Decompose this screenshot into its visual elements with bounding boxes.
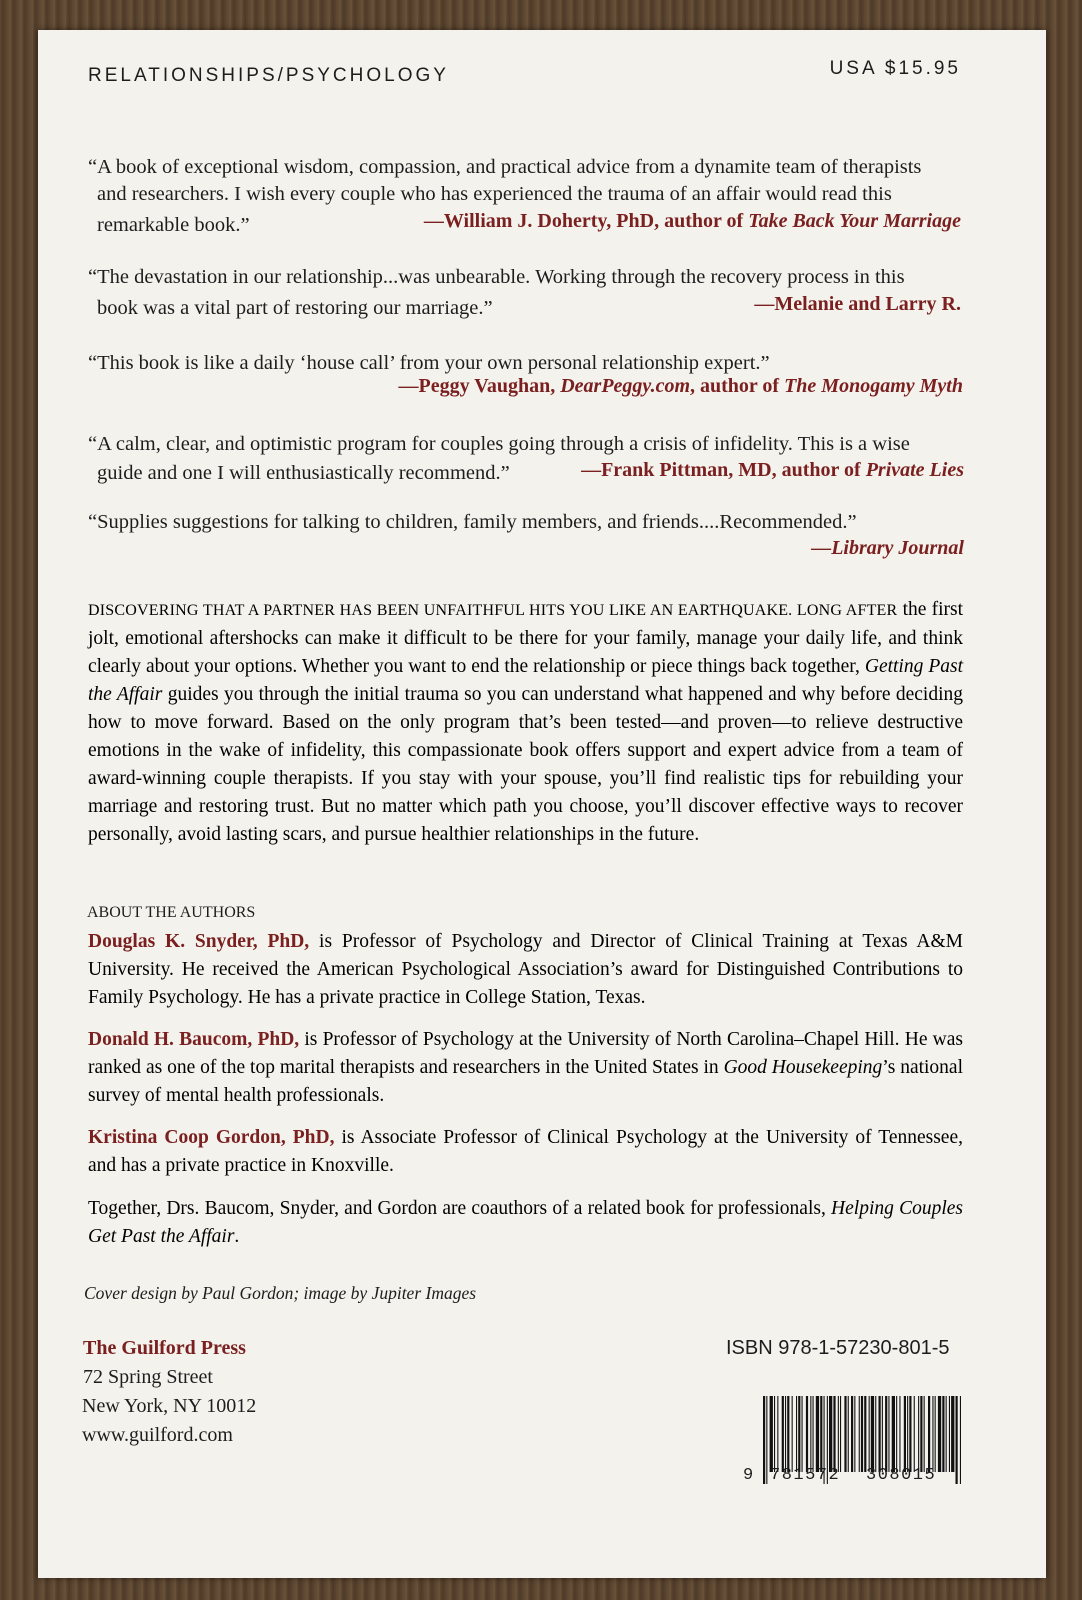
barcode-bar	[854, 1396, 855, 1472]
barcode-bar	[920, 1396, 922, 1472]
barcode-bar	[816, 1396, 819, 1472]
barcode-bar	[932, 1396, 933, 1472]
review-2-attribution: —Melanie and Larry R.	[754, 293, 961, 315]
barcode-bar	[928, 1396, 930, 1472]
review-3-line-1: “This book is like a daily ‘house call’ from your own personal relationship expert.”	[88, 352, 770, 374]
author-bio-gordon: Kristina Coop Gordon, PhD, is Associate Professor of Clinical Psychology at the University of Tennessee, and has a private practice in Knoxville.	[88, 1127, 963, 1176]
barcode-bar	[820, 1396, 822, 1472]
barcode-bar	[892, 1396, 895, 1472]
barcode-bar	[774, 1396, 775, 1472]
barcode-bar	[810, 1396, 811, 1472]
coauthors-note: Together, Drs. Baucom, Snyder, and Gordon are coauthors of a related book for professionals, Helping Couples Get Past the Affair.	[88, 1198, 963, 1247]
barcode-bar	[935, 1396, 936, 1472]
review-5-attribution: —Library Journal	[811, 537, 964, 559]
about-heading: ABOUT THE AUTHORS	[87, 904, 256, 921]
barcode-bar	[763, 1396, 765, 1484]
price-label: USA $15.95	[829, 58, 961, 79]
barcode-bar	[879, 1396, 881, 1472]
barcode-bar	[848, 1396, 849, 1472]
barcode-bar	[782, 1396, 784, 1472]
publisher-city: New York, NY 10012	[82, 1395, 257, 1417]
book-back-cover	[38, 30, 1046, 1578]
barcode-bar	[798, 1396, 800, 1472]
review-1-line-2: and researchers. I wish every couple who has experienced the trauma of an affair would read this	[97, 183, 892, 205]
barcode-bar	[942, 1396, 944, 1472]
barcode-bar	[885, 1396, 887, 1472]
barcode-bar	[956, 1396, 958, 1484]
review-2-line-1: “The devastation in our relationship...was unbearable. Working through the recovery process in this	[88, 266, 905, 288]
barcode-bar	[864, 1396, 866, 1472]
barcode-bar	[838, 1396, 839, 1472]
review-4-line-2: guide and one I will enthusiastically recommend.”	[97, 462, 510, 484]
barcode-bar	[875, 1396, 876, 1472]
barcode-bar	[829, 1396, 832, 1472]
barcode-bar	[914, 1396, 915, 1472]
review-3-attribution: —Peggy Vaughan, DearPeggy.com, author of The Monogamy Myth	[398, 375, 963, 397]
barcode-bar	[777, 1396, 778, 1472]
barcode-bar	[938, 1396, 941, 1472]
review-4-attribution: —Frank Pittman, MD, author of Private Lies	[581, 459, 964, 481]
barcode-lead-digit: 9	[743, 1466, 754, 1485]
barcode-bar	[909, 1396, 911, 1472]
barcode-bar	[785, 1396, 786, 1472]
review-2-line-2: book was a vital part of restoring our marriage.”	[97, 297, 493, 319]
cover-credits: Cover design by Paul Gordon; image by Jupiter Images	[84, 1283, 477, 1303]
barcode-bar	[792, 1396, 793, 1472]
barcode-bar	[844, 1396, 846, 1472]
barcode-right-digits: 308015	[866, 1466, 937, 1485]
barcode-left-digits: 781572	[770, 1466, 841, 1485]
barcode-bar	[949, 1396, 950, 1472]
review-1-line-1: “A book of exceptional wisdom, compassion, and practical advice from a dynamite team of therapists	[88, 156, 922, 178]
description-paragraph: DISCOVERING THAT A PARTNER HAS BEEN UNFAITHFUL HITS YOU LIKE AN EARTHQUAKE. LONG AFTER the first jolt, emotional aftershocks can make it difficult to be there for your family, manage your daily life, and think clearly about your options. Whether you want to end the relationship or piece things back together, Getting Past the Affair guides you through the initial trauma so you can understand what happened and why before deciding how to move forward. Based on the only program that’s been tested—and proven—to relieve destructive emotions in the wake of infidelity, this compassionate book offers support and expert advice from a team of award-winning couple therapists. If you stay with your spouse, you’ll find realistic tips for rebuilding your marriage and restoring trust. But no matter which path you choose, you’ll discover effective ways to recover personally, avoid lasting scars, and pursue healthier relationships in the future.	[88, 599, 964, 845]
category-label: RELATIONSHIPS/PSYCHOLOGY	[88, 65, 449, 86]
review-4-line-1: “A calm, clear, and optimistic program for couples going through a crisis of infidelity. This is a wise	[88, 433, 910, 455]
barcode-bar	[871, 1396, 874, 1472]
publisher-website[interactable]: www.guilford.com	[82, 1424, 233, 1446]
publisher-name: The Guilford Press	[83, 1337, 246, 1359]
barcode-bar	[840, 1396, 841, 1472]
author-bio-baucom: Donald H. Baucom, PhD, is Professor of Psychology at the University of North Carolina–Chapel Hill. He was ranked as one of the top marital therapists and researchers in the United States in Good Housekeeping’s national survey of mental health professionals.	[88, 1029, 964, 1106]
author-bio-snyder: Douglas K. Snyder, PhD, is Professor of Psychology and Director of Clinical Training at Texas A&M University. He received the American Psychological Association’s award for Distinguished Contributions to Family Psychology. He has a private practice in College Station, Texas.	[88, 931, 963, 1008]
barcode-bar	[924, 1396, 925, 1472]
barcode-bar	[946, 1396, 947, 1472]
barcode-bar	[896, 1396, 897, 1472]
barcode-bar	[907, 1396, 908, 1472]
barcode-bar	[869, 1396, 870, 1472]
barcode-bar	[796, 1396, 797, 1472]
barcode-bar	[882, 1396, 883, 1472]
barcode-bar	[770, 1396, 773, 1472]
barcode-bar	[851, 1396, 853, 1472]
barcode-bar	[787, 1396, 789, 1472]
barcode-bar	[859, 1396, 860, 1472]
barcode-bar	[766, 1396, 767, 1484]
publisher-street: 72 Spring Street	[83, 1366, 213, 1388]
barcode-bar	[960, 1396, 961, 1484]
review-1-line-3: remarkable book.”	[97, 214, 250, 236]
isbn-label: ISBN 978-1-57230-801-5	[726, 1337, 950, 1359]
review-5-line-1: “Supplies suggestions for talking to children, family members, and friends....Recommended.”	[88, 511, 857, 533]
barcode-bar	[951, 1396, 954, 1472]
barcode-bar	[888, 1396, 889, 1472]
barcode-bar	[904, 1396, 906, 1472]
barcode-bar	[833, 1396, 835, 1472]
barcode-bar	[861, 1396, 863, 1472]
barcode-bar	[918, 1396, 919, 1472]
barcode-bar	[813, 1396, 814, 1472]
review-1-attribution: —William J. Doherty, PhD, author of Take Back Your Marriage	[423, 210, 961, 232]
barcode-bar	[806, 1396, 808, 1472]
barcode-bar	[802, 1396, 803, 1472]
barcode-bar	[899, 1396, 900, 1472]
